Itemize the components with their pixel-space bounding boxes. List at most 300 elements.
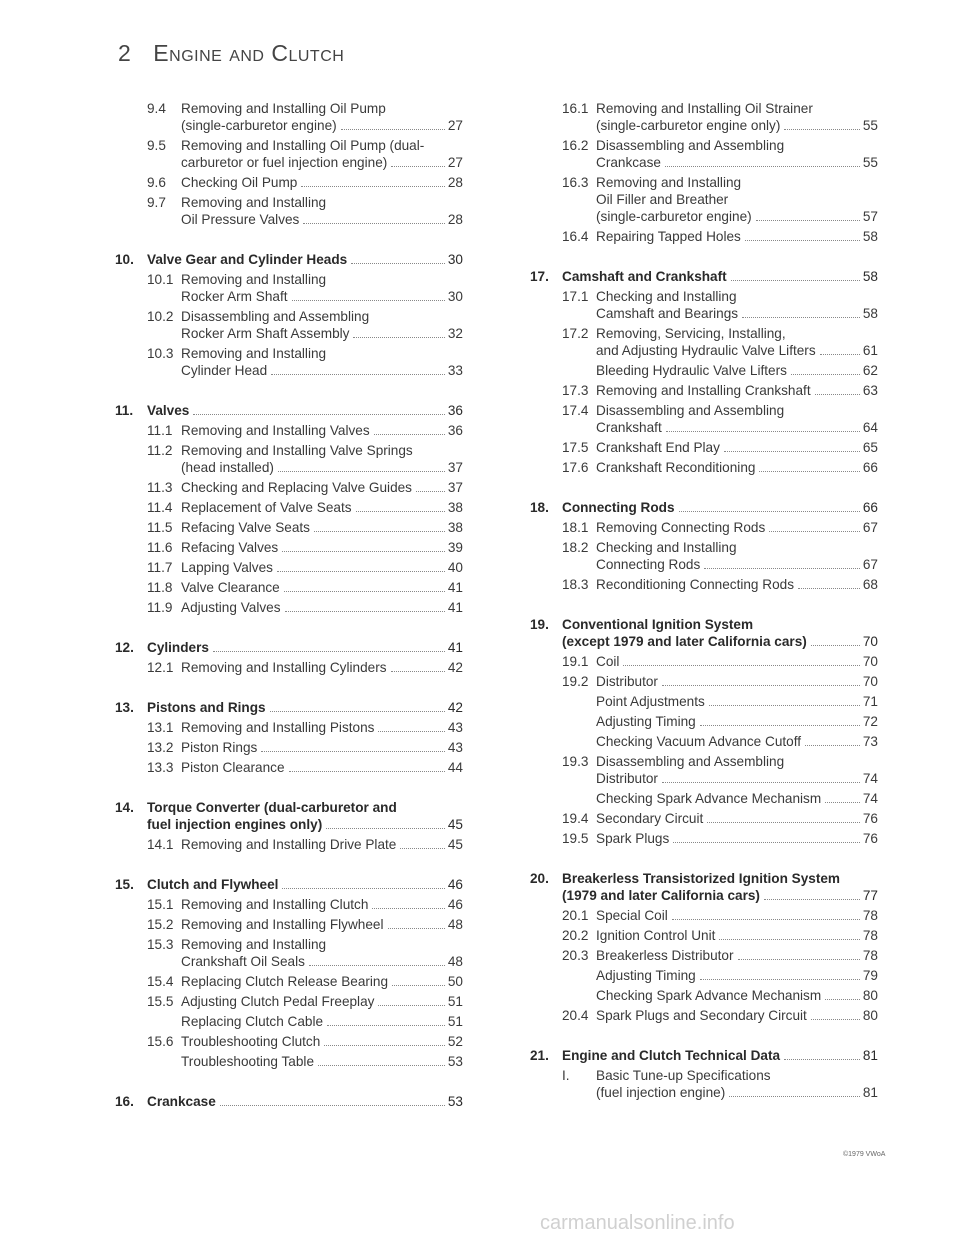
page-header xyxy=(118,40,344,67)
toc-page-number: 53 xyxy=(447,1054,463,1069)
toc-page-number: 74 xyxy=(862,771,878,786)
toc-entry[interactable] xyxy=(530,539,878,573)
toc-page-number: 62 xyxy=(862,363,878,378)
toc-entry-number: 15.4 xyxy=(147,974,174,989)
toc-page-number: 37 xyxy=(447,460,463,475)
toc-entry-label: Checking and Installing xyxy=(596,289,737,304)
toc-entry-label: Cylinder Head xyxy=(181,363,268,378)
toc-page-number: 58 xyxy=(862,269,878,284)
toc-entry[interactable] xyxy=(115,936,463,970)
toc-entry[interactable] xyxy=(530,576,878,593)
dot-leader xyxy=(374,434,445,435)
toc-entry[interactable] xyxy=(115,137,463,171)
toc-entry-number: 11.1 xyxy=(147,423,173,438)
toc-entry-label: Removing and Installing Cylinders xyxy=(181,660,387,675)
toc-entry[interactable] xyxy=(530,325,878,359)
toc-right-column xyxy=(530,100,878,1101)
toc-page-number: 66 xyxy=(862,460,878,475)
toc-entry-number: 16.4 xyxy=(562,229,589,244)
dot-leader xyxy=(277,571,445,572)
toc-entry[interactable] xyxy=(115,993,463,1010)
toc-entry-label: Refacing Valve Seats xyxy=(181,520,310,535)
toc-entry[interactable] xyxy=(115,499,463,516)
toc-entry-number: 11.7 xyxy=(147,560,173,575)
toc-entry-label: Breakerless Distributor xyxy=(596,948,734,963)
toc-entry-label: Disassembling and Assembling xyxy=(596,138,785,153)
dot-leader xyxy=(820,354,860,355)
toc-section[interactable] xyxy=(115,402,463,419)
toc-entry-label: Special Coil xyxy=(596,908,668,923)
toc-page-number: 58 xyxy=(862,306,878,321)
toc-entry-number: 16.1 xyxy=(562,101,589,116)
toc-page-number: 68 xyxy=(862,577,878,592)
toc-entry[interactable] xyxy=(530,100,878,134)
toc-entry[interactable] xyxy=(115,174,463,191)
toc-page-number: 61 xyxy=(862,343,878,358)
toc-section[interactable] xyxy=(115,251,463,268)
toc-section[interactable] xyxy=(530,499,878,516)
dot-leader xyxy=(798,588,860,589)
page-number: 2 xyxy=(118,40,132,66)
toc-entry-label: Secondary Circuit xyxy=(596,811,704,826)
toc-entry-number: 18.2 xyxy=(562,540,589,555)
toc-entry[interactable] xyxy=(115,836,463,853)
toc-entry-label: Removing and Installing Oil Pump (dual- xyxy=(181,138,425,153)
dot-leader xyxy=(314,531,445,532)
toc-entry-number: 13.1 xyxy=(147,720,174,735)
toc-entry-number: 14. xyxy=(115,800,134,815)
toc-entry-label: Repairing Tapped Holes xyxy=(596,229,741,244)
toc-entry[interactable] xyxy=(115,759,463,776)
toc-page-number: 48 xyxy=(447,917,463,932)
toc-page-number: 44 xyxy=(447,760,463,775)
toc-entry-label: and Adjusting Hydraulic Valve Lifters xyxy=(596,343,816,358)
toc-entry-number: 11. xyxy=(115,403,134,418)
toc-entry-label: Replacing Clutch Cable xyxy=(181,1014,324,1029)
toc-entry[interactable] xyxy=(530,790,878,807)
dot-leader xyxy=(285,611,445,612)
dot-leader xyxy=(391,671,445,672)
toc-entry-label: Removing and Installing Drive Plate xyxy=(181,837,397,852)
toc-entry-label: carburetor or fuel injection engine) xyxy=(181,155,388,170)
toc-entry[interactable] xyxy=(530,907,878,924)
toc-entry[interactable] xyxy=(115,1013,463,1030)
dot-leader xyxy=(704,568,860,569)
dot-leader xyxy=(784,129,860,130)
toc-entry-number: 19.5 xyxy=(562,831,589,846)
toc-entry-number: 15.3 xyxy=(147,937,174,952)
toc-entry[interactable] xyxy=(530,653,878,670)
toc-entry-number: 17.2 xyxy=(562,326,589,341)
toc-entry-number: I. xyxy=(562,1068,570,1083)
toc-entry-number: 10.2 xyxy=(147,309,174,324)
dot-leader xyxy=(825,999,860,1000)
toc-entry-number: 11.6 xyxy=(147,540,173,555)
toc-entry[interactable] xyxy=(530,693,878,710)
dot-leader xyxy=(391,166,445,167)
toc-entry[interactable] xyxy=(530,174,878,225)
dot-leader xyxy=(353,337,444,338)
dot-leader xyxy=(261,751,445,752)
dot-leader xyxy=(756,220,860,221)
toc-page-number: 67 xyxy=(862,557,878,572)
toc-entry-label: Removing and Installing Valve Springs xyxy=(181,443,413,458)
toc-entry-label: Crankshaft Oil Seals xyxy=(181,954,305,969)
toc-entry-label: Valves xyxy=(147,403,190,418)
dot-leader xyxy=(213,651,445,652)
toc-entry[interactable] xyxy=(530,1067,878,1101)
toc-entry-number: 17.4 xyxy=(562,403,589,418)
dot-leader xyxy=(284,591,445,592)
dot-leader xyxy=(811,1019,860,1020)
dot-leader xyxy=(309,965,445,966)
toc-entry-label: Distributor xyxy=(596,771,658,786)
toc-entry-label: (except 1979 and later California cars) xyxy=(562,634,807,649)
toc-page-number: 38 xyxy=(447,500,463,515)
toc-entry-label: Refacing Valves xyxy=(181,540,279,555)
copyright-notice: ©1979 VWoA xyxy=(843,1151,886,1158)
toc-entry-number: 15. xyxy=(115,877,134,892)
toc-page-number: 74 xyxy=(862,791,878,806)
toc-page-number: 46 xyxy=(447,877,463,892)
toc-entry-number: 15.2 xyxy=(147,917,174,932)
toc-entry-number: 11.8 xyxy=(147,580,173,595)
toc-entry-label: Disassembling and Assembling xyxy=(181,309,370,324)
toc-page-number: 78 xyxy=(862,948,878,963)
toc-entry[interactable] xyxy=(115,194,463,228)
dot-leader xyxy=(707,822,860,823)
toc-entry-label: Removing and Installing Flywheel xyxy=(181,917,384,932)
toc-page-number: 66 xyxy=(862,500,878,515)
toc-page-number: 65 xyxy=(862,440,878,455)
toc-entry-number: 14.1 xyxy=(147,837,174,852)
toc-entry[interactable] xyxy=(530,713,878,730)
toc-entry[interactable] xyxy=(530,459,878,476)
toc-entry[interactable] xyxy=(115,739,463,756)
dot-leader xyxy=(662,685,860,686)
toc-entry-number: 16.2 xyxy=(562,138,589,153)
toc-page-number: 81 xyxy=(862,1048,878,1063)
dot-leader xyxy=(416,491,445,492)
toc-entry-number: 10.3 xyxy=(147,346,174,361)
toc-entry-label: Connecting Rods xyxy=(562,500,675,515)
toc-section[interactable] xyxy=(115,699,463,716)
toc-entry-label: Troubleshooting Table xyxy=(181,1054,315,1069)
toc-entry-number: 9.5 xyxy=(147,138,166,153)
dot-leader xyxy=(700,725,860,726)
toc-entry-label: Pistons and Rings xyxy=(147,700,266,715)
dot-leader xyxy=(805,745,860,746)
toc-entry-number: 17.1 xyxy=(562,289,589,304)
dot-leader xyxy=(341,129,445,130)
toc-entry-label: (single-carburetor engine) xyxy=(181,118,337,133)
toc-entry[interactable] xyxy=(530,967,878,984)
toc-entry-label: Removing and Installing Pistons xyxy=(181,720,375,735)
toc-entry[interactable] xyxy=(530,947,878,964)
toc-entry-number: 21. xyxy=(530,1048,549,1063)
dot-leader xyxy=(764,899,860,900)
toc-entry[interactable] xyxy=(115,308,463,342)
toc-entry-label: Replacement of Valve Seats xyxy=(181,500,352,515)
toc-entry[interactable] xyxy=(115,539,463,556)
toc-entry[interactable] xyxy=(115,896,463,913)
toc-page-number: 28 xyxy=(447,212,463,227)
toc-entry[interactable] xyxy=(115,1033,463,1050)
toc-page-number: 52 xyxy=(447,1034,463,1049)
toc-entry[interactable] xyxy=(115,442,463,476)
toc-entry[interactable] xyxy=(115,100,463,134)
toc-entry-number: 9.7 xyxy=(147,195,166,210)
toc-entry-number: 19.3 xyxy=(562,754,589,769)
toc-page-number: 70 xyxy=(862,634,878,649)
toc-entry-number: 11.3 xyxy=(147,480,173,495)
dot-leader xyxy=(318,1065,445,1066)
toc-page-number: 77 xyxy=(862,888,878,903)
toc-page-number: 40 xyxy=(447,560,463,575)
toc-entry-number: 17.6 xyxy=(562,460,589,475)
toc-entry-number: 10.1 xyxy=(147,272,174,287)
toc-page-number: 70 xyxy=(862,654,878,669)
toc-entry-number: 15.1 xyxy=(147,897,174,912)
toc-entry-label: Removing and Installing xyxy=(181,346,327,361)
toc-page-number: 41 xyxy=(447,600,463,615)
toc-page-number: 51 xyxy=(447,1014,463,1029)
toc-page-number: 36 xyxy=(447,423,463,438)
toc-page-number: 55 xyxy=(862,118,878,133)
toc-entry[interactable] xyxy=(530,439,878,456)
toc-entry-number: 13.3 xyxy=(147,760,174,775)
toc-page-number: 73 xyxy=(862,734,878,749)
toc-entry[interactable] xyxy=(530,810,878,827)
toc-page-number: 63 xyxy=(862,383,878,398)
dot-leader xyxy=(666,431,860,432)
toc-entry-label: Torque Converter (dual-carburetor and xyxy=(147,800,397,815)
toc-section[interactable] xyxy=(530,1047,878,1064)
dot-leader xyxy=(673,842,860,843)
toc-entry-label: Removing Connecting Rods xyxy=(596,520,766,535)
toc-entry-number: 13.2 xyxy=(147,740,174,755)
toc-entry[interactable] xyxy=(530,402,878,436)
toc-entry-number: 10. xyxy=(115,252,134,267)
toc-entry-number: 9.6 xyxy=(147,175,166,190)
toc-entry-label: (single-carburetor engine) xyxy=(596,209,752,224)
toc-entry-label: Removing and Installing Oil Pump xyxy=(181,101,386,116)
toc-entry[interactable] xyxy=(530,733,878,750)
toc-entry-label: Disassembling and Assembling xyxy=(596,403,785,418)
toc-entry-label: Disassembling and Assembling xyxy=(596,754,785,769)
dot-leader xyxy=(662,782,860,783)
toc-entry-label: Checking Spark Advance Mechanism xyxy=(596,988,822,1003)
toc-entry[interactable] xyxy=(530,927,878,944)
toc-entry-number: 13. xyxy=(115,700,134,715)
dot-leader xyxy=(738,959,860,960)
toc-page-number: 71 xyxy=(862,694,878,709)
toc-page-number: 41 xyxy=(447,580,463,595)
toc-entry[interactable] xyxy=(530,362,878,379)
toc-entry-number: 18. xyxy=(530,500,549,515)
toc-entry-number: 11.9 xyxy=(147,600,173,615)
toc-entry[interactable] xyxy=(115,271,463,305)
toc-page-number: 32 xyxy=(447,326,463,341)
toc-page-number: 72 xyxy=(862,714,878,729)
toc-entry-label: Crankshaft End Play xyxy=(596,440,720,455)
toc-entry[interactable] xyxy=(115,659,463,676)
dot-leader xyxy=(724,451,860,452)
toc-entry-label: Camshaft and Bearings xyxy=(596,306,739,321)
toc-entry[interactable] xyxy=(530,753,878,787)
toc-entry-number: 11.2 xyxy=(147,443,173,458)
toc-entry-label: Crankshaft Reconditioning xyxy=(596,460,756,475)
toc-entry-number: 19.2 xyxy=(562,674,589,689)
toc-section[interactable] xyxy=(530,870,878,904)
dot-leader xyxy=(791,374,860,375)
toc-entry-label: Checking Vacuum Advance Cutoff xyxy=(596,734,802,749)
dot-leader xyxy=(220,1105,445,1106)
toc-entry[interactable] xyxy=(115,579,463,596)
toc-entry-number: 20.1 xyxy=(562,908,589,923)
toc-entry[interactable] xyxy=(115,422,463,439)
toc-entry[interactable] xyxy=(115,519,463,536)
toc-entry-number: 17. xyxy=(530,269,549,284)
toc-page-number: 50 xyxy=(447,974,463,989)
toc-entry-label: Removing and Installing xyxy=(596,175,742,190)
toc-entry-label: Adjusting Clutch Pedal Freeplay xyxy=(181,994,375,1009)
toc-entry[interactable] xyxy=(115,479,463,496)
toc-entry[interactable] xyxy=(530,228,878,245)
toc-entry-label: Removing and Installing xyxy=(181,195,327,210)
dot-leader xyxy=(324,1045,445,1046)
toc-page-number: 48 xyxy=(447,954,463,969)
toc-entry[interactable] xyxy=(115,719,463,736)
toc-entry[interactable] xyxy=(530,830,878,847)
toc-entry-number: 12.1 xyxy=(147,660,174,675)
toc-entry[interactable] xyxy=(530,519,878,536)
toc-entry-label: Adjusting Timing xyxy=(596,714,696,729)
toc-page-number: 76 xyxy=(862,831,878,846)
toc-entry-label: Bleeding Hydraulic Valve Lifters xyxy=(596,363,787,378)
toc-entry-label: Checking and Replacing Valve Guides xyxy=(181,480,412,495)
toc-entry-label: Rocker Arm Shaft Assembly xyxy=(181,326,350,341)
toc-entry-number: 17.5 xyxy=(562,440,589,455)
toc-entry-label: Reconditioning Connecting Rods xyxy=(596,577,794,592)
toc-entry-label: Valve Gear and Cylinder Heads xyxy=(147,252,348,267)
toc-entry[interactable] xyxy=(530,382,878,399)
toc-entry-number: 16. xyxy=(115,1094,134,1109)
toc-page-number: 55 xyxy=(862,155,878,170)
toc-entry[interactable] xyxy=(530,673,878,690)
toc-entry[interactable] xyxy=(115,1053,463,1070)
toc-entry-number: 15.6 xyxy=(147,1034,174,1049)
toc-entry[interactable] xyxy=(115,916,463,933)
toc-page-number: 80 xyxy=(862,1008,878,1023)
toc-entry-label: Piston Rings xyxy=(181,740,258,755)
toc-entry[interactable] xyxy=(115,973,463,990)
toc-entry-number: 16.3 xyxy=(562,175,589,190)
toc-page-number: 33 xyxy=(447,363,463,378)
toc-entry-label: (single-carburetor engine only) xyxy=(596,118,781,133)
toc-entry[interactable] xyxy=(530,1007,878,1024)
dot-leader xyxy=(679,511,860,512)
toc-entry-label: Checking Spark Advance Mechanism xyxy=(596,791,822,806)
toc-page-number: 42 xyxy=(447,700,463,715)
dot-leader xyxy=(303,223,445,224)
toc-page-number: 53 xyxy=(447,1094,463,1109)
dot-leader xyxy=(825,802,860,803)
toc-entry-label: Crankcase xyxy=(596,155,661,170)
toc-entry[interactable] xyxy=(530,987,878,1004)
toc-entry-label: Crankshaft xyxy=(596,420,662,435)
toc-page-number: 42 xyxy=(447,660,463,675)
toc-section[interactable] xyxy=(115,799,463,833)
toc-section[interactable] xyxy=(530,616,878,650)
toc-entry-label: Ignition Control Unit xyxy=(596,928,716,943)
toc-entry[interactable] xyxy=(115,599,463,616)
dot-leader xyxy=(282,888,444,889)
dot-leader xyxy=(289,771,445,772)
toc-page-number: 38 xyxy=(447,520,463,535)
toc-entry-label: Adjusting Timing xyxy=(596,968,696,983)
toc-entry[interactable] xyxy=(115,345,463,379)
toc-entry-label: Basic Tune-up Specifications xyxy=(596,1068,771,1083)
toc-entry-label: Oil Filler and Breather xyxy=(596,192,729,207)
watermark: carmanualsonline.info xyxy=(540,1212,735,1234)
toc-left-column xyxy=(115,100,463,1110)
toc-entry-number: 11.5 xyxy=(147,520,173,535)
toc-section[interactable] xyxy=(115,1093,463,1110)
toc-entry-number: 19. xyxy=(530,617,549,632)
toc-page-number: 43 xyxy=(447,740,463,755)
toc-entry-label: Connecting Rods xyxy=(596,557,701,572)
toc-entry[interactable] xyxy=(115,559,463,576)
dot-leader xyxy=(388,928,445,929)
toc-entry-number: 12. xyxy=(115,640,134,655)
toc-entry-label: Conventional Ignition System xyxy=(562,617,754,632)
toc-section[interactable] xyxy=(530,268,878,285)
dot-leader xyxy=(745,240,860,241)
dot-leader xyxy=(700,979,860,980)
toc-entry-number: 11.4 xyxy=(147,500,173,515)
toc-entry-label: Breakerless Transistorized Ignition System xyxy=(562,871,841,886)
toc-page-number: 81 xyxy=(862,1085,878,1100)
dot-leader xyxy=(356,511,445,512)
toc-entry[interactable] xyxy=(530,288,878,322)
toc-entry-label: Replacing Clutch Release Bearing xyxy=(181,974,389,989)
toc-entry-label: Cylinders xyxy=(147,640,209,655)
toc-entry-label: Distributor xyxy=(596,674,658,689)
toc-section[interactable] xyxy=(115,639,463,656)
toc-entry-number: 19.4 xyxy=(562,811,589,826)
toc-entry-number: 18.1 xyxy=(562,520,589,535)
toc-page-number: 64 xyxy=(862,420,878,435)
toc-section[interactable] xyxy=(115,876,463,893)
toc-page-number: 78 xyxy=(862,908,878,923)
dot-leader xyxy=(731,280,860,281)
toc-entry[interactable] xyxy=(530,137,878,171)
dot-leader xyxy=(759,471,859,472)
toc-page-number: 46 xyxy=(447,897,463,912)
toc-page-number: 30 xyxy=(447,289,463,304)
dot-leader xyxy=(815,394,860,395)
toc-entry-label: Oil Pressure Valves xyxy=(181,212,300,227)
toc-page-number: 58 xyxy=(862,229,878,244)
toc-entry-label: Clutch and Flywheel xyxy=(147,877,279,892)
toc-entry-label: Spark Plugs and Secondary Circuit xyxy=(596,1008,807,1023)
toc-entry-label: Rocker Arm Shaft xyxy=(181,289,288,304)
dot-leader xyxy=(351,263,445,264)
toc-entry-number: 20.4 xyxy=(562,1008,589,1023)
toc-entry-label: (1979 and later California cars) xyxy=(562,888,760,903)
toc-page-number: 57 xyxy=(862,209,878,224)
